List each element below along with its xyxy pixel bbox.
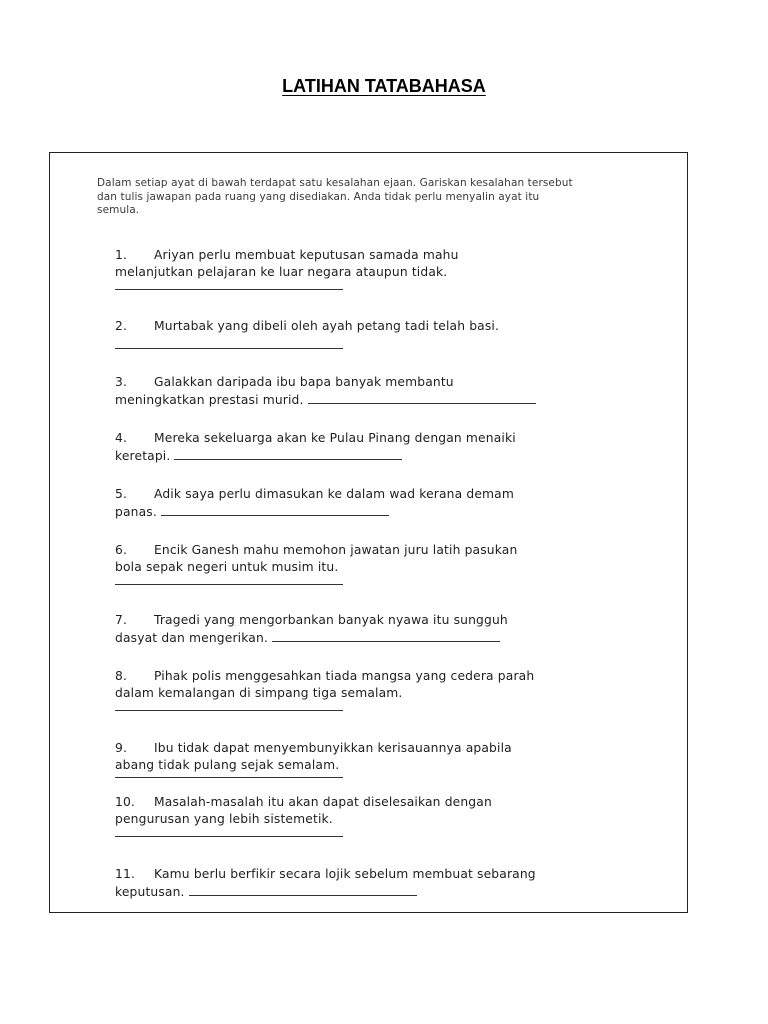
answer-blank[interactable] — [115, 828, 343, 837]
instructions-line-3: semula. — [97, 204, 140, 216]
question-text-line-2: meningkatkan prestasi murid. — [115, 393, 304, 407]
answer-blank[interactable] — [308, 391, 536, 404]
question-9 — [115, 740, 565, 778]
answer-blank[interactable] — [161, 503, 389, 516]
question-11 — [115, 866, 565, 901]
question-number: 3. — [115, 375, 128, 389]
answer-blank[interactable] — [115, 281, 343, 290]
question-text: Kamu berlu berfikir secara lojik sebelum membuat sebarang — [154, 867, 536, 881]
question-number: 9. — [115, 741, 128, 755]
question-7 — [115, 612, 565, 647]
question-text: Encik Ganesh mahu memohon jawatan juru latih pasukan — [154, 543, 518, 557]
answer-blank[interactable] — [115, 576, 343, 585]
question-text: Galakkan daripada ibu bapa banyak membantu — [154, 375, 454, 389]
answer-blank[interactable] — [174, 447, 402, 460]
answer-blank[interactable] — [115, 335, 343, 349]
question-number: 10. — [115, 795, 136, 809]
answer-blank[interactable] — [115, 774, 343, 778]
question-text: Masalah-masalah itu akan dapat diselesaikan dengan — [154, 795, 492, 809]
question-text-line-2: melanjutkan pelajaran ke luar negara ataupun tidak. — [115, 265, 448, 279]
question-text-line-2: pengurusan yang lebih sistemetik. — [115, 812, 333, 826]
question-number: 6. — [115, 543, 128, 557]
question-text-line-2: abang tidak pulang sejak semalam. — [115, 758, 340, 772]
instructions-line-1: Dalam setiap ayat di bawah terdapat satu kesalahan ejaan. Gariskan kesalahan tersebut — [97, 177, 573, 189]
question-number: 8. — [115, 669, 128, 683]
question-3 — [115, 374, 565, 409]
question-number: 7. — [115, 613, 128, 627]
question-text-line-2: bola sepak negeri untuk musim itu. — [115, 560, 339, 574]
answer-blank[interactable] — [189, 883, 417, 896]
question-text: Ibu tidak dapat menyembunyikkan kerisauannya apabila — [154, 741, 512, 755]
question-6 — [115, 542, 565, 585]
question-2 — [115, 318, 565, 349]
answer-blank[interactable] — [272, 629, 500, 642]
question-10 — [115, 794, 565, 837]
question-text-line-2: dasyat dan mengerikan. — [115, 631, 268, 645]
question-1 — [115, 247, 565, 290]
question-text: Mereka sekeluarga akan ke Pulau Pinang dengan menaiki — [154, 431, 516, 445]
instructions — [97, 177, 617, 218]
question-text-line-2: keputusan. — [115, 885, 185, 899]
question-8 — [115, 668, 565, 711]
page-title: LATIHAN TATABAHASA — [282, 76, 486, 96]
question-text: Adik saya perlu dimasukan ke dalam wad kerana demam — [154, 487, 514, 501]
question-4 — [115, 430, 565, 465]
question-number: 4. — [115, 431, 128, 445]
question-text-line-2: keretapi. — [115, 449, 171, 463]
question-5 — [115, 486, 565, 521]
answer-blank[interactable] — [115, 702, 343, 711]
question-text-line-2: panas. — [115, 505, 157, 519]
question-number: 5. — [115, 487, 128, 501]
instructions-line-2: dan tulis jawapan pada ruang yang disediakan. Anda tidak perlu menyalin ayat itu — [97, 190, 540, 203]
question-text: Murtabak yang dibeli oleh ayah petang tadi telah basi. — [154, 319, 500, 333]
question-text: Pihak polis menggesahkan tiada mangsa yang cedera parah — [154, 669, 535, 683]
question-text: Ariyan perlu membuat keputusan samada mahu — [154, 248, 459, 262]
question-text: Tragedi yang mengorbankan banyak nyawa itu sungguh — [154, 613, 508, 627]
question-number: 11. — [115, 867, 136, 881]
question-text-line-2: dalam kemalangan di simpang tiga semalam. — [115, 686, 403, 700]
question-number: 1. — [115, 248, 128, 262]
question-number: 2. — [115, 319, 128, 333]
